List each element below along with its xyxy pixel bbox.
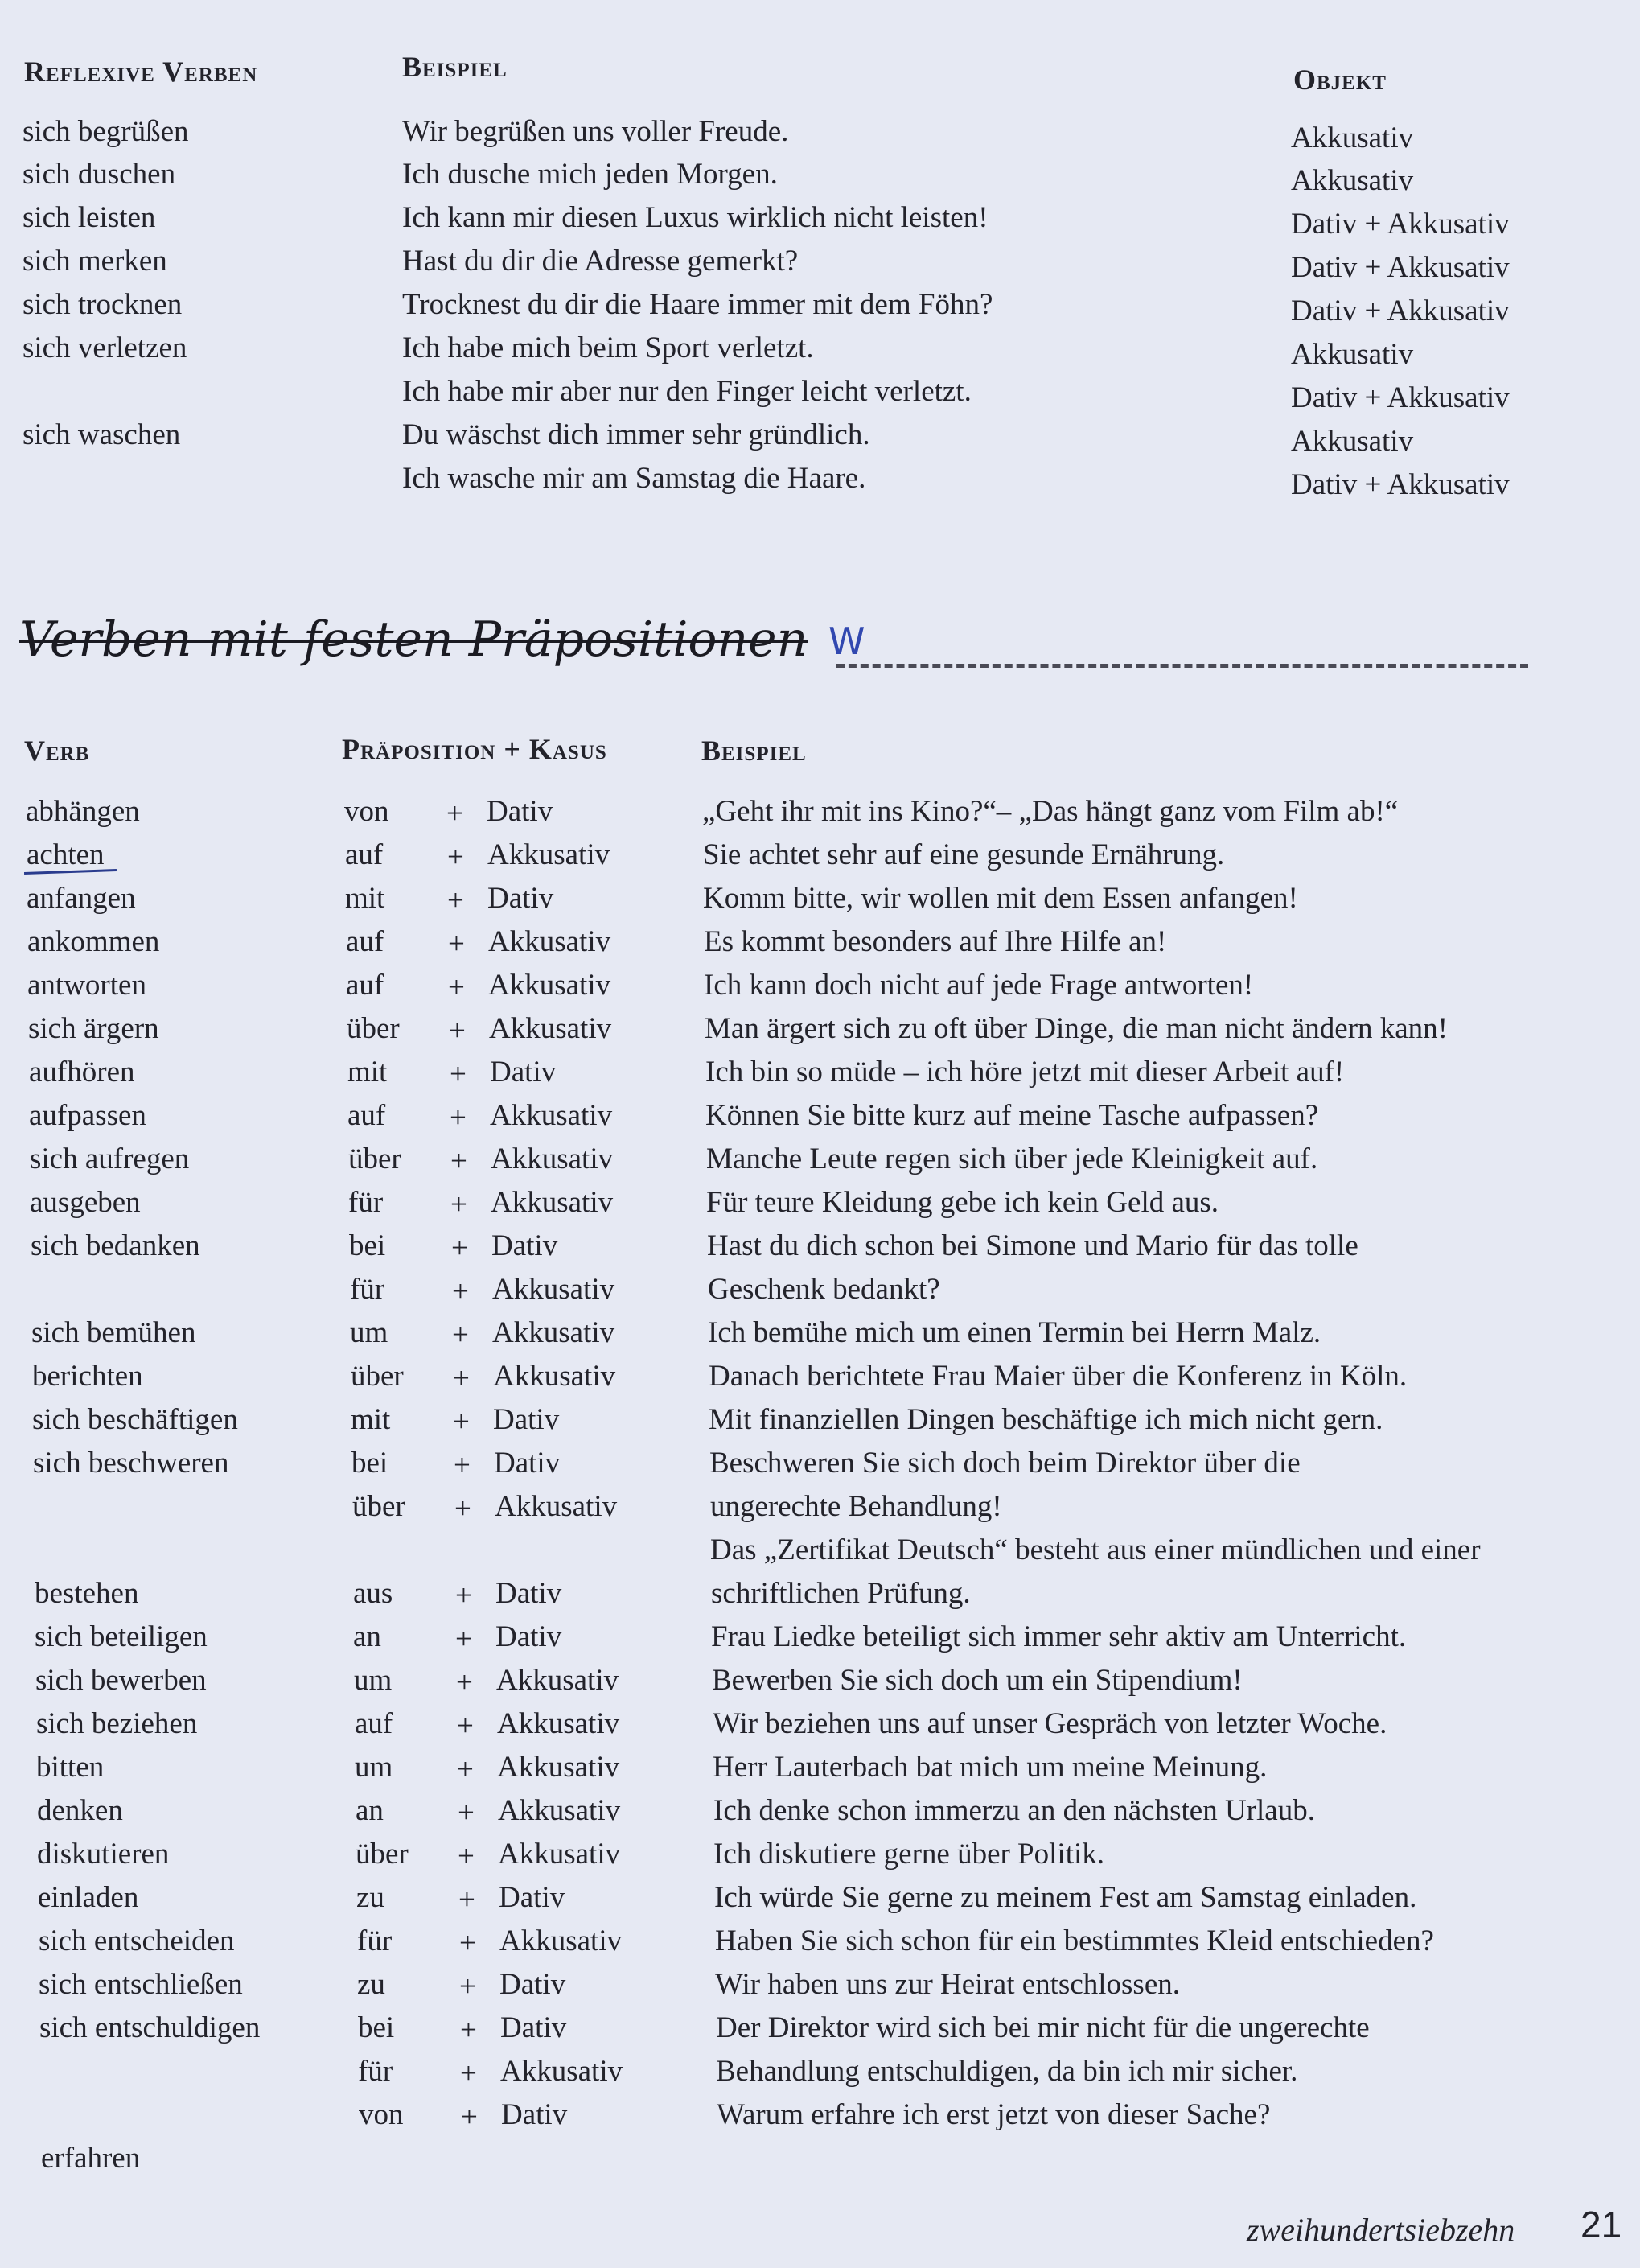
prep-verb-cell: sich entschließen bbox=[39, 1968, 243, 2001]
reflexive-verb-cell: sich begrüßen bbox=[23, 115, 189, 148]
reflexive-example-cell: Hast du dir die Adresse gemerkt? bbox=[402, 245, 799, 278]
prep-prep-cell: über bbox=[356, 1838, 409, 1871]
prep-case-cell: Akkusativ bbox=[499, 1924, 623, 1957]
prep-verb-cell: bestehen bbox=[35, 1577, 139, 1610]
prep-case-cell: Akkusativ bbox=[495, 1490, 618, 1523]
title-rule bbox=[836, 664, 1528, 668]
prep-example-cell: Ich diskutiere gerne über Politik. bbox=[713, 1838, 1105, 1871]
reflexive-verb-cell: sich waschen bbox=[23, 418, 181, 451]
plus-sign: + bbox=[455, 1623, 472, 1656]
prep-example-cell: Warum erfahre ich erst jetzt von dieser Sache? bbox=[717, 2098, 1271, 2131]
plus-sign: + bbox=[459, 1927, 476, 1960]
prep-example-cell: Ich denke schon immerzu an den nächsten Urlaub. bbox=[713, 1794, 1315, 1827]
prep-verb-cell: sich beziehen bbox=[36, 1707, 198, 1740]
prep-prep-cell: zu bbox=[356, 1881, 384, 1914]
prep-prep-cell: um bbox=[355, 1751, 393, 1784]
plus-sign: + bbox=[450, 1188, 467, 1221]
prep-example-cell: Können Sie bitte kurz auf meine Tasche aufpassen? bbox=[705, 1099, 1319, 1132]
prep-example-cell: Wir beziehen uns auf unser Gespräch von letzter Woche. bbox=[713, 1707, 1387, 1740]
prep-prep-cell: auf bbox=[346, 925, 384, 958]
prep-verb-cell: sich beschweren bbox=[33, 1447, 229, 1480]
page-number: 21 bbox=[1580, 2204, 1622, 2245]
prep-case-cell: Dativ bbox=[495, 1577, 562, 1610]
prep-example-cell: Ich würde Sie gerne zu meinem Fest am Samstag einladen. bbox=[714, 1881, 1417, 1914]
prep-example-cell: Komm bitte, wir wollen mit dem Essen anfangen! bbox=[703, 882, 1298, 915]
prep-example-cell: „Geht ihr mit ins Kino?“– „Das hängt ganz vom Film ab!“ bbox=[702, 795, 1399, 828]
plus-sign: + bbox=[452, 1275, 469, 1308]
prep-example-cell: Behandlung entschuldigen, da bin ich mir sicher. bbox=[716, 2055, 1298, 2088]
plus-sign: + bbox=[447, 841, 464, 874]
prep-prep-cell: bei bbox=[358, 2011, 395, 2044]
prep-prep-cell: mit bbox=[347, 1056, 388, 1089]
prep-example-cell: Beschweren Sie sich doch beim Direktor über die bbox=[709, 1447, 1301, 1480]
prep-prep-cell: über bbox=[347, 1012, 400, 1045]
prep-example-cell: Haben Sie sich schon für ein bestimmtes Kleid entschieden? bbox=[715, 1924, 1434, 1957]
header-example-2: Beispiel bbox=[701, 735, 807, 767]
prep-case-cell: Akkusativ bbox=[496, 1664, 619, 1697]
reflexive-verb-cell: sich duschen bbox=[23, 158, 176, 191]
prep-prep-cell: auf bbox=[347, 1099, 386, 1132]
prep-case-cell: Akkusativ bbox=[500, 2055, 623, 2088]
prep-prep-cell: für bbox=[348, 1186, 384, 1219]
plus-sign: + bbox=[450, 1145, 467, 1178]
prep-prep-cell: mit bbox=[345, 882, 385, 915]
prep-case-cell: Akkusativ bbox=[488, 925, 611, 958]
prep-prep-cell: bei bbox=[349, 1229, 386, 1262]
header-verb: Verb bbox=[24, 735, 90, 767]
reflexive-verb-cell: sich merken bbox=[23, 245, 167, 278]
reflexive-example-cell: Wir begrüßen uns voller Freude. bbox=[402, 115, 789, 148]
plus-sign: + bbox=[448, 928, 465, 961]
plus-sign: + bbox=[448, 971, 465, 1004]
plus-sign: + bbox=[452, 1319, 469, 1352]
plus-sign: + bbox=[450, 1058, 467, 1091]
prep-verb-cell: anfangen bbox=[27, 882, 136, 915]
prep-prep-cell: über bbox=[351, 1360, 404, 1393]
prep-verb-cell: einladen bbox=[38, 1881, 139, 1914]
prep-case-cell: Dativ bbox=[490, 1056, 557, 1089]
prep-verb-cell: berichten bbox=[32, 1360, 143, 1393]
prep-prep-cell: von bbox=[359, 2098, 404, 2131]
section-title: Verben mit festen Präpositionen bbox=[19, 611, 808, 668]
plus-sign: + bbox=[457, 1710, 474, 1743]
prep-verb-cell: denken bbox=[37, 1794, 123, 1827]
prep-example-cell: Ich kann doch nicht auf jede Frage antworten! bbox=[704, 969, 1254, 1002]
prep-case-cell: Dativ bbox=[500, 2011, 567, 2044]
reflexive-example-cell: Ich dusche mich jeden Morgen. bbox=[402, 158, 778, 191]
reflexive-example-cell: Ich habe mich beim Sport verletzt. bbox=[402, 331, 814, 364]
prep-case-cell: Akkusativ bbox=[497, 1751, 620, 1784]
prep-verb-cell: sich aufregen bbox=[30, 1142, 190, 1175]
reflexive-example-cell: Ich wasche mir am Samstag die Haare. bbox=[402, 462, 866, 495]
prep-example-cell: schriftlichen Prüfung. bbox=[711, 1577, 971, 1610]
prep-prep-cell: an bbox=[356, 1794, 384, 1827]
prep-verb-cell: sich entschuldigen bbox=[39, 2011, 261, 2044]
prep-example-cell: Manche Leute regen sich über jede Kleinigkeit auf. bbox=[706, 1142, 1318, 1175]
prep-example-cell: Geschenk bedankt? bbox=[708, 1273, 940, 1306]
prep-example-cell: Für teure Kleidung gebe ich kein Geld aus. bbox=[706, 1186, 1219, 1219]
prep-example-cell: Danach berichtete Frau Maier über die Konferenz in Köln. bbox=[709, 1360, 1408, 1393]
prep-case-cell: Akkusativ bbox=[498, 1794, 621, 1827]
reflexive-object-cell: Akkusativ bbox=[1291, 425, 1414, 458]
prep-case-cell: Dativ bbox=[493, 1403, 560, 1436]
plus-sign: + bbox=[451, 1232, 468, 1265]
plus-sign: + bbox=[449, 1015, 466, 1048]
prep-example-cell: Man ärgert sich zu oft über Dinge, die man nicht ändern kann! bbox=[705, 1012, 1449, 1045]
plus-sign: + bbox=[456, 1666, 473, 1699]
prep-example-cell: Herr Lauterbach bat mich um meine Meinung. bbox=[713, 1751, 1268, 1784]
reflexive-example-cell: Ich kann mir diesen Luxus wirklich nicht leisten! bbox=[402, 201, 989, 234]
prep-prep-cell: über bbox=[352, 1490, 405, 1523]
prep-prep-cell: an bbox=[353, 1620, 381, 1653]
prep-case-cell: Dativ bbox=[487, 795, 553, 828]
prep-case-cell: Akkusativ bbox=[488, 969, 611, 1002]
prep-case-cell: Akkusativ bbox=[493, 1360, 616, 1393]
prep-prep-cell: auf bbox=[355, 1707, 393, 1740]
prep-prep-cell: zu bbox=[357, 1968, 385, 2001]
prep-verb-cell: ausgeben bbox=[30, 1186, 141, 1219]
prep-case-cell: Akkusativ bbox=[498, 1838, 621, 1871]
prep-verb-cell: sich bemühen bbox=[31, 1316, 196, 1349]
plus-sign: + bbox=[458, 1797, 475, 1830]
plus-sign: + bbox=[453, 1406, 470, 1439]
reflexive-object-cell: Akkusativ bbox=[1291, 121, 1414, 154]
plus-sign: + bbox=[454, 1492, 471, 1525]
reflexive-object-cell: Akkusativ bbox=[1291, 164, 1414, 197]
prep-verb-cell: diskutieren bbox=[37, 1838, 170, 1871]
prep-case-cell: Dativ bbox=[491, 1229, 558, 1262]
prep-prep-cell: auf bbox=[345, 838, 384, 871]
prep-case-cell: Akkusativ bbox=[497, 1707, 620, 1740]
prep-case-cell: Akkusativ bbox=[491, 1142, 614, 1175]
prep-example-cell: Das „Zertifikat Deutsch“ besteht aus einer mündlichen und einer bbox=[710, 1533, 1481, 1566]
plus-sign: + bbox=[447, 884, 464, 917]
prep-prep-cell: auf bbox=[346, 969, 384, 1002]
plus-sign: + bbox=[457, 1753, 474, 1786]
reflexive-object-cell: Dativ + Akkusativ bbox=[1291, 468, 1510, 501]
header-object: Objekt bbox=[1293, 64, 1387, 96]
prep-prep-cell: mit bbox=[351, 1403, 391, 1436]
prep-case-cell: Dativ bbox=[494, 1447, 561, 1480]
prep-verb-cell: achten bbox=[27, 838, 105, 871]
prep-example-cell: ungerechte Behandlung! bbox=[710, 1490, 1002, 1523]
prep-case-cell: Dativ bbox=[501, 2098, 568, 2131]
plus-sign: + bbox=[446, 797, 463, 830]
reflexive-example-cell: Du wäschst dich immer sehr gründlich. bbox=[402, 418, 870, 451]
prep-verb-cell: erfahren bbox=[41, 2142, 141, 2175]
prep-verb-cell: ankommen bbox=[27, 925, 160, 958]
page-number-word: zweihundertsiebzehn bbox=[1247, 2212, 1515, 2248]
prep-example-cell: Mit finanziellen Dingen beschäftige ich mich nicht gern. bbox=[709, 1403, 1383, 1436]
prep-case-cell: Dativ bbox=[499, 1881, 565, 1914]
prep-case-cell: Akkusativ bbox=[489, 1012, 612, 1045]
prep-verb-cell: sich bewerben bbox=[35, 1664, 207, 1697]
header-reflexive-verbs: Reflexive Verben bbox=[24, 56, 258, 88]
plus-sign: + bbox=[453, 1362, 470, 1395]
prep-case-cell: Akkusativ bbox=[492, 1316, 615, 1349]
prep-verb-cell: sich bedanken bbox=[31, 1229, 200, 1262]
prep-prep-cell: aus bbox=[353, 1577, 393, 1610]
prep-verb-cell: sich entscheiden bbox=[39, 1924, 235, 1957]
prep-verb-cell: sich ärgern bbox=[28, 1012, 159, 1045]
prep-example-cell: Der Direktor wird sich bei mir nicht für die ungerechte bbox=[716, 2011, 1370, 2044]
reflexive-example-cell: Trocknest du dir die Haare immer mit dem Föhn? bbox=[402, 288, 993, 321]
prep-prep-cell: über bbox=[348, 1142, 401, 1175]
reflexive-verb-cell: sich verletzen bbox=[23, 331, 187, 364]
plus-sign: + bbox=[458, 1840, 475, 1873]
reflexive-object-cell: Dativ + Akkusativ bbox=[1291, 381, 1510, 414]
reflexive-example-cell: Ich habe mir aber nur den Finger leicht verletzt. bbox=[402, 375, 972, 408]
prep-prep-cell: für bbox=[358, 2055, 393, 2088]
prep-example-cell: Wir haben uns zur Heirat entschlossen. bbox=[715, 1968, 1180, 2001]
prep-verb-cell: bitten bbox=[36, 1751, 105, 1784]
prep-verb-cell: sich beteiligen bbox=[35, 1620, 208, 1653]
prep-case-cell: Akkusativ bbox=[491, 1186, 614, 1219]
reflexive-object-cell: Dativ + Akkusativ bbox=[1291, 294, 1510, 327]
prep-prep-cell: für bbox=[350, 1273, 385, 1306]
reflexive-object-cell: Akkusativ bbox=[1291, 338, 1414, 371]
reflexive-verb-cell: sich trocknen bbox=[23, 288, 183, 321]
prep-case-cell: Dativ bbox=[487, 882, 554, 915]
prep-verb-cell: aufhören bbox=[29, 1056, 135, 1089]
prep-example-cell: Ich bin so müde – ich höre jetzt mit dieser Arbeit auf! bbox=[705, 1056, 1345, 1089]
reflexive-object-cell: Dativ + Akkusativ bbox=[1291, 208, 1510, 241]
prep-prep-cell: für bbox=[357, 1924, 393, 1957]
reflexive-object-cell: Dativ + Akkusativ bbox=[1291, 251, 1510, 284]
prep-prep-cell: bei bbox=[351, 1447, 388, 1480]
header-preposition-case: Präposition + Kasus bbox=[342, 733, 607, 765]
prep-example-cell: Frau Liedke beteiligt sich immer sehr aktiv am Unterricht. bbox=[711, 1620, 1407, 1653]
prep-prep-cell: um bbox=[350, 1316, 388, 1349]
plus-sign: + bbox=[459, 1970, 476, 2003]
header-example: Beispiel bbox=[402, 51, 508, 83]
plus-sign: + bbox=[454, 1449, 471, 1482]
plus-sign: + bbox=[458, 1883, 475, 1916]
reflexive-verb-cell: sich leisten bbox=[23, 201, 156, 234]
prep-example-cell: Es kommt besonders auf Ihre Hilfe an! bbox=[704, 925, 1167, 958]
prep-case-cell: Akkusativ bbox=[490, 1099, 613, 1132]
prep-case-cell: Dativ bbox=[495, 1620, 562, 1653]
prep-example-cell: Hast du dich schon bei Simone und Mario für das tolle bbox=[707, 1229, 1358, 1262]
plus-sign: + bbox=[455, 1579, 472, 1612]
prep-case-cell: Akkusativ bbox=[487, 838, 610, 871]
prep-case-cell: Akkusativ bbox=[492, 1273, 615, 1306]
plus-sign: + bbox=[450, 1101, 467, 1134]
prep-prep-cell: von bbox=[344, 795, 389, 828]
prep-example-cell: Sie achtet sehr auf eine gesunde Ernährung. bbox=[703, 838, 1225, 871]
plus-sign: + bbox=[461, 2101, 478, 2134]
prep-verb-cell: sich beschäftigen bbox=[32, 1403, 238, 1436]
prep-verb-cell: abhängen bbox=[26, 795, 140, 828]
prep-verb-cell: antworten bbox=[27, 969, 146, 1002]
prep-example-cell: Bewerben Sie sich doch um ein Stipendium! bbox=[712, 1664, 1243, 1697]
prep-prep-cell: um bbox=[354, 1664, 393, 1697]
prep-example-cell: Ich bemühe mich um einen Termin bei Herrn Malz. bbox=[708, 1316, 1321, 1349]
handwritten-check-mark: W bbox=[828, 619, 865, 663]
prep-case-cell: Dativ bbox=[499, 1968, 566, 2001]
plus-sign: + bbox=[460, 2014, 477, 2047]
plus-sign: + bbox=[460, 2057, 477, 2090]
prep-verb-cell: aufpassen bbox=[29, 1099, 146, 1132]
